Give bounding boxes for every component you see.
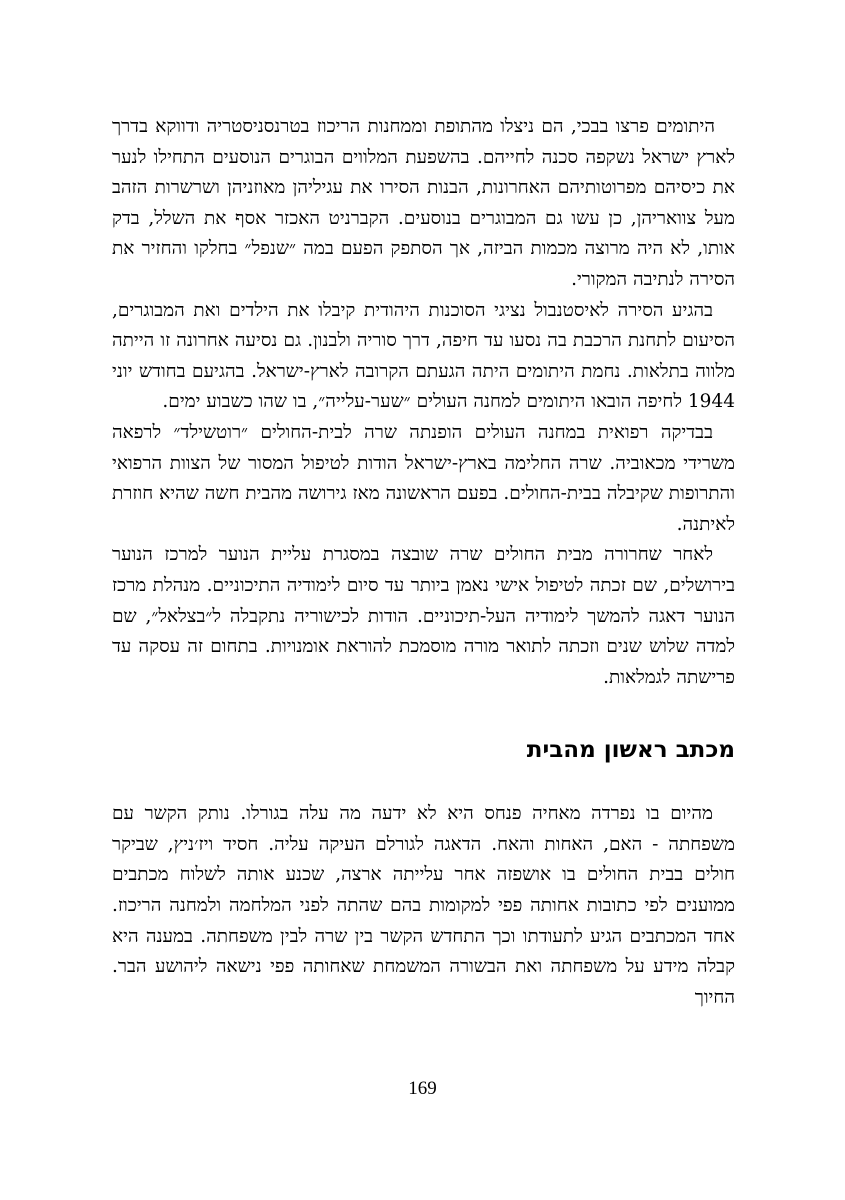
page-number: 169 <box>408 1078 437 1099</box>
paragraph-hospital: בבדיקה רפואית במחנה העולים הופנתה שרה לבית-החולים ״רוטשילד״ לרפאה משרידי מכאוביה. שרה החלימה בארץ-ישראל הודות לטיפול המסור של הצוות הרפואי והתרופות שקיבלה בבית-החולים. בפעם הראשונה מאז גירושה מהבית חשה שהיא חוזרת לאיתנה. <box>112 421 735 535</box>
paragraph-orphans-escape: היתומים פרצו בבכי, הם ניצלו מהתופת וממחנות הריכוז בטרנסניסטריה ודווקא בדרך לארץ ישראל נשקפה סכנה לחייהם. בהשפעת המלווים הבוגרים הנוסעים התחילו לנער את כיסיהם מפרוטותיהם האחרונות, הבנות הסירו את עגיליהן מאוזניהן ושרשרות הזהב מעל צוואריהן, כן עשו גם המבוגרים בנוסעים. הקברניט האכזר אסף את השלל, בדק אותו, לא היה מרוצה מכמות הביזה, אך הסתפק הפעם במה ״שנפל״ בחלקו והחזיר את הסירה לנתיבה המקורי. <box>112 116 735 290</box>
paragraph-istanbul-arrival: בהגיע הסירה לאיסטנבול נציגי הסוכנות היהודית קיבלו את הילדים ואת המבוגרים, הסיעום לתחנת הרכבת בה נסעו עד חיפה, דרך סוריה ולבנון. גם נסיעה אחרונה זו הייתה מלווה בתלאות. נחמת היתומים היתה הגעתם הקרובה לארץ-ישראל. בהגיעם בחודש יוני 1944 לחיפה הובאו היתומים למחנה העולים ״שער-עלייה״, בו שהו כשבוע ימים. <box>112 299 735 413</box>
body-text-part1 <box>112 112 735 693</box>
body-text-part2 <box>112 799 735 1013</box>
document-page <box>112 112 735 1013</box>
section-title: מכתב ראשון מהבית <box>526 737 735 764</box>
paragraph-youth-center: לאחר שחרורה מבית החולים שרה שובצה במסגרת עליית הנוער למרכז הנוער בירושלים, שם זכתה לטיפול אישי נאמן ביותר עד סיום לימודיה התיכוניים. מנהלת מרכז הנוער דאגה להמשך לימודיה העל-תיכוניים. הודות לכישוריה נתקבלה ל״בצלאל״, שם למדה שלוש שנים וזכתה לתואר מורה מוסמכת להוראת אומנויות. בתחום זה עסקה עד פרישתה לגמלאות. <box>112 544 735 688</box>
paragraph-first-letter: מהיום בו נפרדה מאחיה פנחס היא לא ידעה מה עלה בגורלו. נותק הקשר עם משפחתה - האם, האחות והאח. הדאגה לגורלם העיקה עליה. חסיד ויז׳ניץ, שביקר חולים בבית החולים בו אושפזה אחר עלייתה ארצה, שכנע אותה לשלוח מכתבים ממוענים לפי כתובות אחותה פפי למקומות בהם שהתה לפני המלחמה ולמחנה הריכוז. אחד המכתבים הגיע לתעודתו וכך התחדש הקשר בין שרה לבין משפחתה. במענה היא קבלה מידע על משפחתה ואת הבשורה המשמחת שאחותה פפי נישאה ליהושע הבר. החיוך <box>112 803 735 1008</box>
